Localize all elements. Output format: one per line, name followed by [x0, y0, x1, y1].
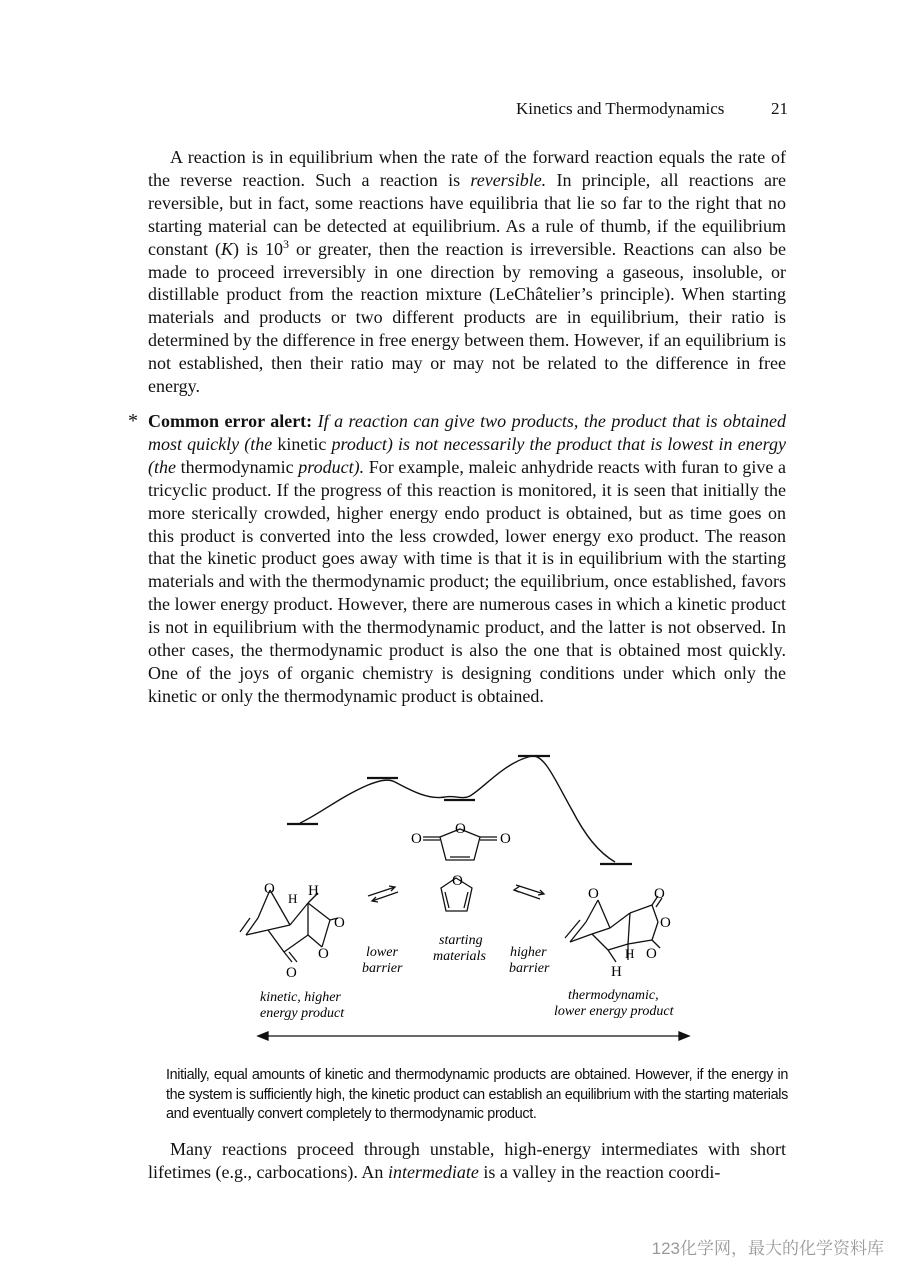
alert-italic-1: If a reaction can give two products, the product that is obtained most quickly (the — [148, 411, 786, 454]
p1-text-1: A reaction is in equilibrium when the rate of the forward reaction equals the rate of the reverse reaction. Such a reaction is — [148, 147, 786, 190]
thermo-h-inner: H — [625, 946, 635, 961]
kinetic-bridge-oxygen: O — [264, 881, 275, 897]
term-kinetic: kinetic — [277, 433, 327, 454]
p3-text-2: is a valley in the reaction coordi- — [478, 1161, 721, 1182]
thermo-h-bottom: H — [611, 964, 622, 980]
exponent: 3 — [283, 236, 289, 251]
kinetic-carbonyl-oxygen: O — [334, 915, 345, 931]
ma-oxygen-left: O — [411, 831, 422, 847]
kinetic-h-inner: H — [288, 891, 298, 906]
p1-text-3: ) is 10 — [233, 238, 283, 259]
paragraph-intermediates — [148, 1138, 786, 1184]
term-thermodynamic: thermodynamic — [180, 456, 294, 477]
label-materials: materials — [433, 949, 486, 964]
symbol-k: K — [220, 238, 233, 259]
term-intermediate: intermediate — [387, 1161, 479, 1182]
label-starting: starting — [439, 933, 483, 948]
ma-oxygen-right: O — [500, 831, 511, 847]
header-title: Kinetics and Thermodynamics — [516, 99, 725, 118]
paragraph-common-error — [148, 410, 786, 708]
label-lower: lower — [366, 945, 398, 960]
reaction-energy-diagram — [0, 740, 900, 1050]
p1-text-2: In principle, all reactions are reversible, but in fact, some reactions have equilibria that lie so far to the right that no starting material can be detected at equilibrium. As a rule of thumb, if the equilibrium constant ( — [148, 169, 787, 259]
kinetic-ring-oxygen: O — [318, 946, 329, 962]
thermo-bridge-oxygen: O — [588, 886, 599, 902]
label-barrier-high: barrier — [509, 961, 550, 976]
kinetic-lower-oxygen: O — [286, 965, 297, 981]
alert-label: Common error alert: — [148, 411, 313, 431]
kinetic-h-top: H — [308, 883, 319, 899]
thermo-carbonyl-oxygen-bottom: O — [646, 946, 657, 962]
alert-italic-2: product) is not necessarily the product that is lowest in energy (the — [148, 433, 786, 477]
furan-oxygen: O — [452, 873, 463, 889]
p2-text: For example, maleic anhydride reacts with furan to give a tricyclic product. If the progress of this reaction is monitored, it is seen that initially the more sterically crowded, higher energy endo product is obtained, but as time goes on this product is converted into the less crowded, lower energy exo product. The reason that the kinetic product goes away with time is that it is in equilibrium with the starting materials and with the thermodynamic product; the equilibrium, once established, favors the lower energy product. However, there are numerous cases in which a kinetic product is not in equilibrium with the thermodynamic product, and the latter is not observed. In other cases, the thermodynamic product is also the one that is obtained most quickly. One of the joys of organic chemistry is designing conditions under which only the kinetic or only the thermodynamic product is obtained. — [148, 456, 786, 706]
label-barrier-low: barrier — [362, 961, 403, 976]
label-kinetic-2: energy product — [260, 1006, 345, 1021]
thermo-ring-oxygen: O — [660, 915, 671, 931]
figure-caption: Initially, equal amounts of kinetic and thermodynamic products are obtained. However, if the energy in the system is sufficiently high, the kinetic product can establish an equilibrium with the starting materials and eventually convert completely to thermodynamic product. — [166, 1067, 788, 1123]
paragraph-equilibrium — [148, 146, 786, 398]
page-number: 21 — [771, 99, 788, 118]
watermark-footer: 123化学网，最大的化学资料库 — [651, 1239, 884, 1258]
asterisk-marker: * — [128, 410, 138, 432]
label-thermo-2: lower energy product — [554, 1004, 674, 1019]
p1-text-4: or greater, then the reaction is irreversible. Reactions can also be made to proceed irreversibly in one direction by removing a gaseous, insoluble, or distillable product from the reaction mixture (LeChâtelier’s principle). When starting materials and products or two different products are in equilibrium, their ratio is determined by the difference in free energy between them. However, if an equilibrium is not established, then their ratio may or may not be related to the difference in free energy. — [148, 238, 787, 397]
alert-italic-3: product). — [293, 456, 365, 477]
label-thermo-1: thermodynamic, — [568, 988, 659, 1003]
reaction-coordinate-arrow — [258, 1032, 689, 1040]
running-header — [516, 99, 788, 119]
label-kinetic-1: kinetic, higher — [260, 990, 341, 1005]
label-higher: higher — [510, 945, 547, 960]
thermo-carbonyl-oxygen-top: O — [654, 886, 665, 902]
ma-oxygen-ring: O — [455, 821, 466, 837]
energy-profile — [287, 756, 632, 864]
p3-text-1: Many reactions proceed through unstable, high-energy intermediates with short lifetimes (e.g., carbocations). An — [148, 1139, 786, 1182]
term-reversible: reversible. — [470, 169, 547, 190]
